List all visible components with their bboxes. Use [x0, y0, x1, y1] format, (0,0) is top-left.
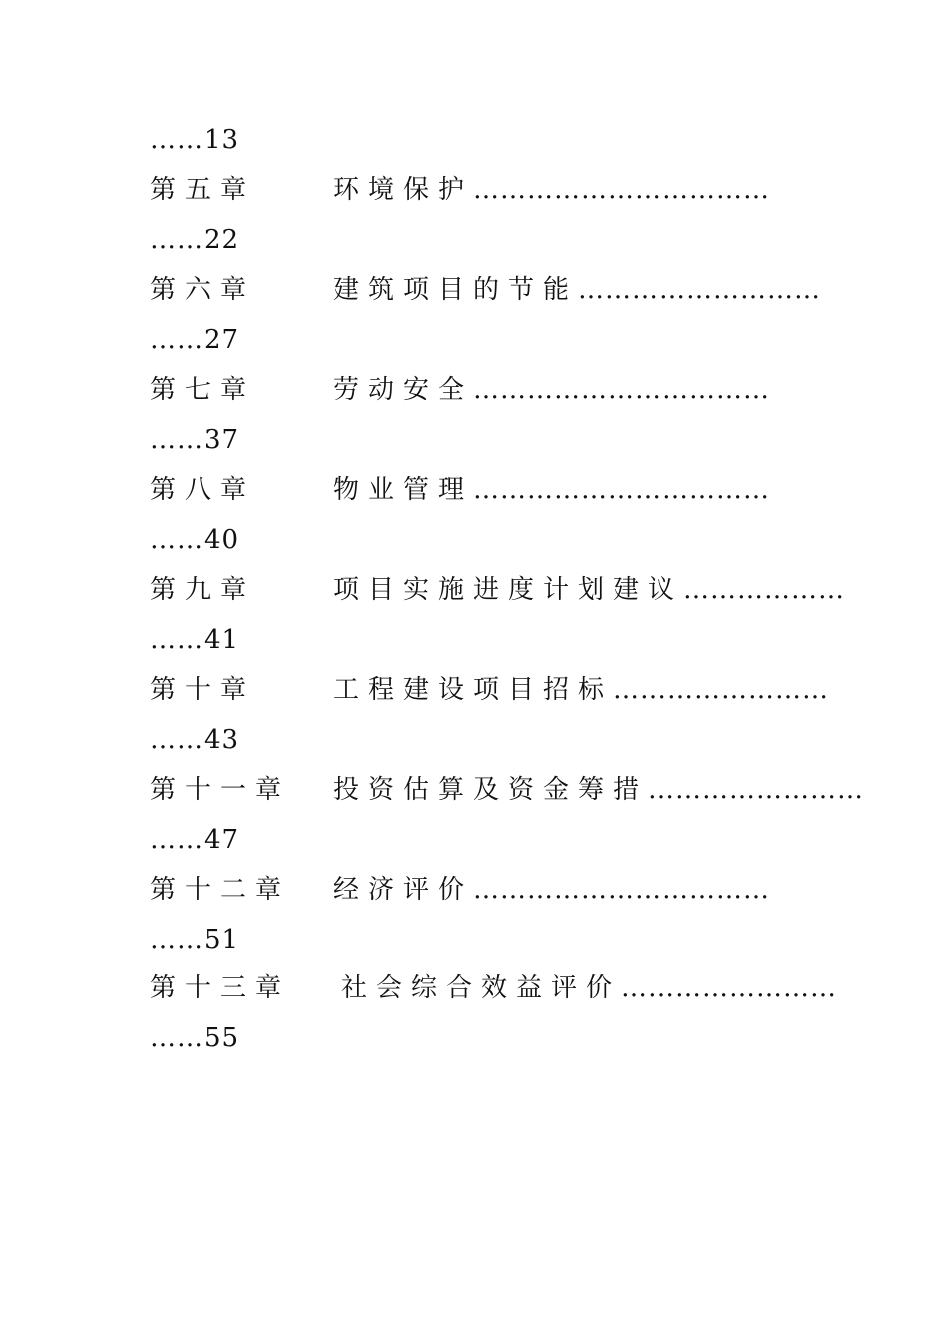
chapter-title-group — [333, 470, 770, 510]
chapter-title: 社会综合效益评价 — [341, 973, 622, 1003]
page-number-continuation: ……51 — [150, 925, 240, 955]
dot-leader: …………………………… — [473, 175, 771, 205]
chapter-number: 第六章 — [150, 275, 256, 305]
chapter-title-group — [333, 170, 770, 210]
chapter-number: 第十一章 — [150, 775, 291, 805]
chapter-title: 经济评价 — [333, 875, 474, 905]
page-number-continuation: ……37 — [150, 425, 240, 455]
dot-leader: …………………… — [621, 973, 838, 1003]
page-number-continuation: ……40 — [150, 525, 240, 555]
chapter-title: 建筑项目的节能 — [333, 275, 579, 305]
page-number-continuation: ……22 — [150, 225, 240, 255]
dot-leader: ……………… — [683, 575, 846, 605]
dot-leader: …………………………… — [473, 375, 771, 405]
chapter-number: 第十三章 — [150, 973, 291, 1003]
dot-leader: ……………………… — [578, 275, 822, 305]
dot-leader: …………………… — [613, 675, 830, 705]
page-number-continuation: ……27 — [150, 325, 240, 355]
dot-leader: …………………… — [648, 775, 865, 805]
page-number-continuation: ……13 — [150, 125, 240, 155]
dot-leader: …………………………… — [473, 875, 771, 905]
chapter-title-group — [333, 670, 829, 710]
page-number-continuation: ……55 — [150, 1023, 240, 1053]
page-number-continuation: ……47 — [150, 825, 240, 855]
chapter-title: 项目实施进度计划建议 — [333, 575, 684, 605]
page-number-continuation: ……41 — [150, 625, 240, 655]
chapter-title: 劳动安全 — [333, 375, 474, 405]
chapter-number: 第十二章 — [150, 875, 291, 905]
chapter-number: 第九章 — [150, 575, 256, 605]
chapter-title-group — [333, 570, 845, 610]
chapter-title-group — [341, 968, 837, 1008]
chapter-title-group — [333, 870, 770, 910]
chapter-title-group — [333, 770, 864, 810]
chapter-title: 投资估算及资金筹措 — [333, 775, 649, 805]
page-number-continuation: ……43 — [150, 725, 240, 755]
chapter-number: 第七章 — [150, 375, 256, 405]
chapter-number: 第十章 — [150, 675, 256, 705]
chapter-title-group — [333, 370, 770, 410]
dot-leader: …………………………… — [473, 475, 771, 505]
chapter-title: 工程建设项目招标 — [333, 675, 614, 705]
chapter-title: 环境保护 — [333, 175, 474, 205]
chapter-title-group — [333, 270, 821, 310]
chapter-title: 物业管理 — [333, 475, 474, 505]
chapter-number: 第五章 — [150, 175, 256, 205]
chapter-number: 第八章 — [150, 475, 256, 505]
